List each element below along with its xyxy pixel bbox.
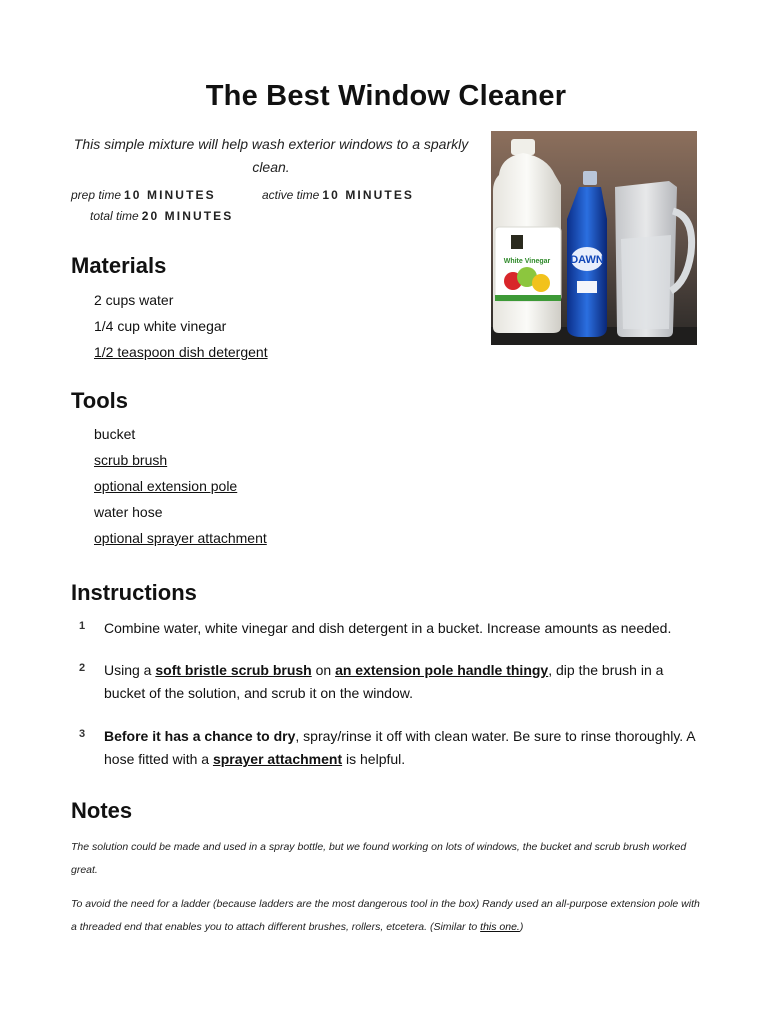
notes-heading: Notes [71,798,133,823]
step-text: Combine water, white vinegar and dish detergent in a bucket. Increase amounts as needed. [104,620,672,636]
dawn-label: DAWN [570,254,604,266]
list-item: water hose [94,504,163,520]
step-text-part: , dip the brush in a bucket of the solution, and scrub it on the window. [104,662,664,701]
prep-time [71,188,216,202]
list-item: 1/4 cup white vinegar [94,318,227,334]
notes-body [71,836,701,950]
total-time-label: total time [90,209,139,223]
step-text-part: on [311,662,336,678]
step-text [104,725,699,771]
similar-product-link[interactable]: this one. [480,921,520,933]
sprayer-attachment-link[interactable]: optional sprayer attachment [94,530,267,546]
step-text-part: , spray/rinse it off with clean water. Be sure to rinse thoroughly. A hose fitted with a [104,728,695,767]
list-item [94,451,267,477]
recipe-title: The Best Window Cleaner [205,80,567,112]
active-time-label: active time [262,188,320,202]
list-item [94,529,267,555]
active-time-value: 10 MINUTES [322,188,415,202]
step-text-part: is helpful. [342,751,406,767]
materials-heading: Materials [71,253,167,278]
cleaning-supplies-illustration [491,131,697,345]
note-paragraph [71,893,701,939]
active-time [262,188,414,202]
instructions-heading: Instructions [71,580,197,605]
list-item: bucket [94,426,136,442]
recipe-summary: This simple mixture will help wash exterior windows to a sparkly clean. [73,136,469,175]
sprayer-attachment-inline-link[interactable]: sprayer attachment [212,751,343,767]
tools-list [94,425,267,555]
recipe-photo [491,131,697,345]
note-text-part: To avoid the need for a ladder (because ladders are the most dangerous tool in the box) Randy used an all-purpose extension pole with a threaded end that enables you to attach different brushes, rollers, etcetera. (Similar to [71,898,700,933]
note-text-part: ) [519,921,524,933]
list-item [94,477,267,503]
step-number: 2 [79,662,86,674]
total-time [90,209,233,223]
prep-time-value: 10 MINUTES [124,188,216,202]
step-number: 1 [79,620,86,632]
list-item [94,343,268,369]
step-text [104,659,699,705]
materials-list [94,291,268,369]
scrub-brush-link[interactable]: scrub brush [94,452,168,468]
soft-bristle-brush-link[interactable]: soft bristle scrub brush [155,662,312,678]
prep-time-label: prep time [71,188,122,202]
total-time-value: 20 MINUTES [141,209,234,223]
extension-pole-link[interactable]: optional extension pole [94,478,238,494]
step-number: 3 [79,728,86,740]
step-text-part: Using a [104,662,156,678]
step-emphasis: Before it has a chance to dry [104,728,296,744]
tools-heading: Tools [71,388,129,413]
note-paragraph: The solution could be made and used in a spray bottle, but we found working on lots of windows, the bucket and scrub brush worked great. [71,841,687,876]
extension-pole-handle-link[interactable]: an extension pole handle thingy [335,662,549,678]
dish-detergent-link[interactable]: 1/2 teaspoon dish detergent [94,344,268,360]
vinegar-label: White Vinegar [503,258,551,265]
list-item: 2 cups water [94,292,174,308]
